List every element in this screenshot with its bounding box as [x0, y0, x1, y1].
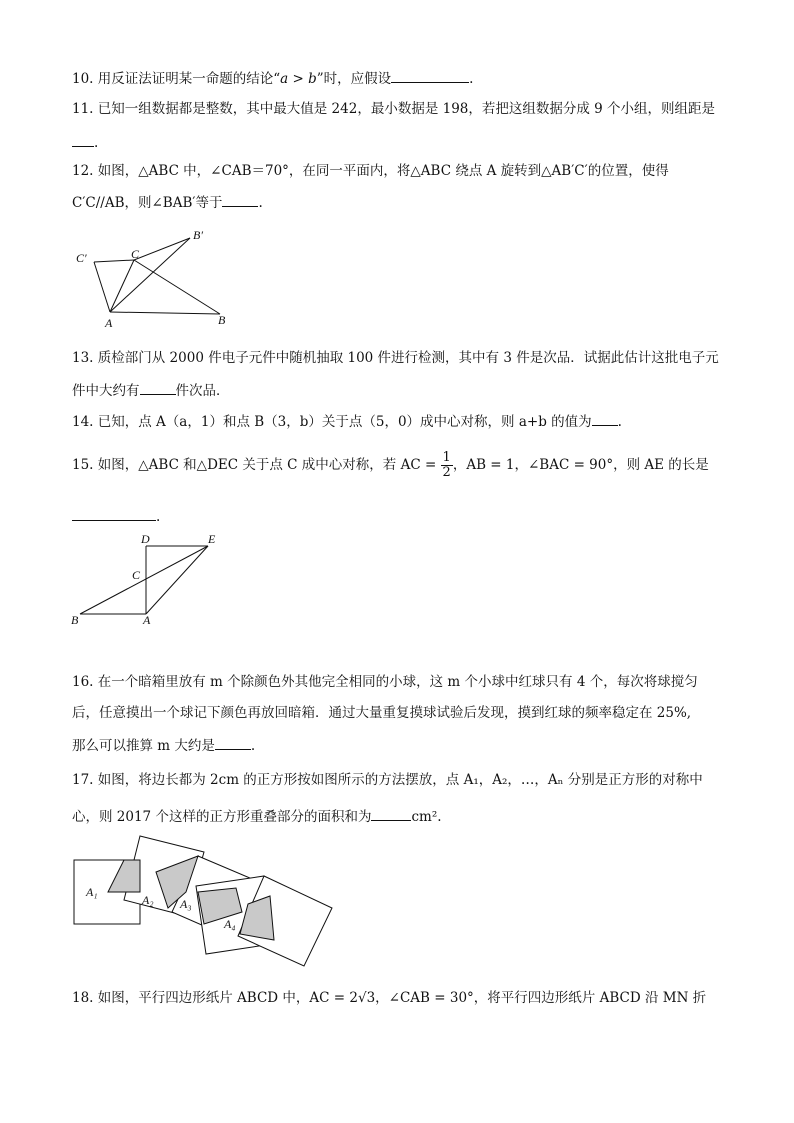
- q17-line2a: 心，则 2017 个这样的正方形重叠部分的面积和为: [72, 809, 372, 825]
- question-11: [72, 100, 715, 118]
- q17-figure: [68, 832, 338, 968]
- question-13: [72, 349, 719, 367]
- q15-frac-num: 1: [442, 450, 451, 465]
- q12-label-b-prime: B′: [193, 228, 203, 242]
- q12-answer-blank[interactable]: [222, 192, 258, 207]
- q12-label-a: A: [105, 316, 113, 330]
- question-16-line3: [72, 735, 255, 755]
- q15-label-e: E: [208, 532, 216, 546]
- q15-fraction: [441, 451, 453, 480]
- q15-label-a: A: [143, 613, 151, 627]
- q16-answer-blank[interactable]: [215, 735, 251, 750]
- q10-condition: a > b: [280, 71, 317, 87]
- q15-text-a: 15. 如图，△ABC 和△DEC 关于点 C 成中心对称，若 AC =: [72, 457, 437, 473]
- q15-label-b: B: [71, 613, 79, 627]
- q17-label-a3: A₃: [180, 897, 192, 911]
- q14-end: .: [617, 414, 622, 430]
- q13-answer-blank[interactable]: [140, 380, 176, 395]
- q12-line2: C′C//AB，则∠BAB′等于: [72, 195, 223, 211]
- q12-end: .: [258, 195, 263, 211]
- q17-line2b: cm².: [411, 809, 442, 825]
- question-18: [72, 989, 706, 1007]
- q13-line1: 13. 质检部门从 2000 件电子元件中随机抽取 100 件进行检测，其中有 3 件是次品．试据此估计这批电子元: [72, 350, 719, 366]
- q10-text-a: 10. 用反证法证明某一命题的结论“: [72, 71, 281, 87]
- q14-answer-blank[interactable]: [592, 411, 618, 426]
- q12-label-b: B: [218, 313, 226, 327]
- q15-frac-den: 2: [442, 465, 451, 480]
- q12-label-c-prime: C′: [76, 251, 87, 265]
- q12-label-c: C: [131, 247, 140, 261]
- q15-answer-blank[interactable]: [72, 506, 156, 521]
- question-12-line2: [72, 192, 263, 212]
- q17-label-a2: A₂: [142, 893, 154, 907]
- q16-line3a: 那么可以推算 m 大约是: [72, 738, 215, 754]
- question-10: [72, 68, 473, 88]
- q14-text: 14. 已知，点 A（a，1）和点 B（3，b）关于点（5，0）成中心对称，则 a+b 的值为: [72, 414, 592, 430]
- q17-label-a1: A₁: [86, 885, 98, 899]
- q12-figure: [70, 226, 240, 334]
- q15-text-b: ，AB = 1，∠BAC = 90°，则 AE 的长是: [452, 457, 709, 473]
- q15-figure: [66, 530, 226, 630]
- q15-label-c: C: [132, 568, 141, 582]
- q10-end: .: [469, 71, 474, 87]
- question-17-line2: [72, 806, 442, 826]
- q17-line1: 17. 如图，将边长都为 2cm 的正方形按如图所示的方法摆放，点 A₁，A₂，…，Aₙ 分别是正方形的对称中: [72, 772, 703, 788]
- question-14: [72, 411, 622, 431]
- q17-answer-blank[interactable]: [371, 806, 411, 821]
- q15-end: .: [156, 509, 161, 525]
- q12-line1: 12. 如图，△ABC 中，∠CAB＝70°，在同一平面内，将△ABC 绕点 A 旋转到△AB′C′的位置，使得: [72, 163, 669, 179]
- q10-text-b: ”时，应假设: [316, 71, 392, 87]
- q16-line2: 后，任意摸出一个球记下颜色再放回暗箱．通过大量重复摸球试验后发现，摸到红球的频率稳定在 25%,: [72, 705, 692, 721]
- q18-text: 18. 如图，平行四边形纸片 ABCD 中，AC = 2√3，∠CAB = 30°，将平行四边形纸片 ABCD 沿 MN 折: [72, 990, 707, 1006]
- question-13-line2: [72, 380, 230, 400]
- question-17: [72, 771, 703, 789]
- question-16: [72, 673, 698, 691]
- q10-answer-blank[interactable]: [391, 68, 469, 83]
- q16-end: .: [250, 738, 256, 754]
- q15-label-d: D: [141, 532, 150, 546]
- q13-line2a: 件中大约有: [72, 383, 140, 399]
- q11-end: .: [94, 135, 99, 151]
- q17-label-a4: A₄: [224, 917, 236, 931]
- question-15: [72, 448, 709, 482]
- question-12: [72, 162, 669, 180]
- question-11-line2: [72, 132, 98, 152]
- q11-line1: 11. 已知一组数据都是整数，其中最大值是 242，最小数据是 198，若把这组数据分成 9 个小组，则组距是: [72, 101, 716, 117]
- q11-answer-blank[interactable]: [72, 132, 94, 147]
- question-16-line2: [72, 704, 691, 722]
- question-15-line2: [72, 506, 160, 526]
- q16-line1: 16. 在一个暗箱里放有 m 个除颜色外其他完全相同的小球，这 m 个小球中红球只有 4 个，每次将球搅匀: [72, 674, 698, 690]
- q13-line2b: 件次品．: [175, 383, 230, 399]
